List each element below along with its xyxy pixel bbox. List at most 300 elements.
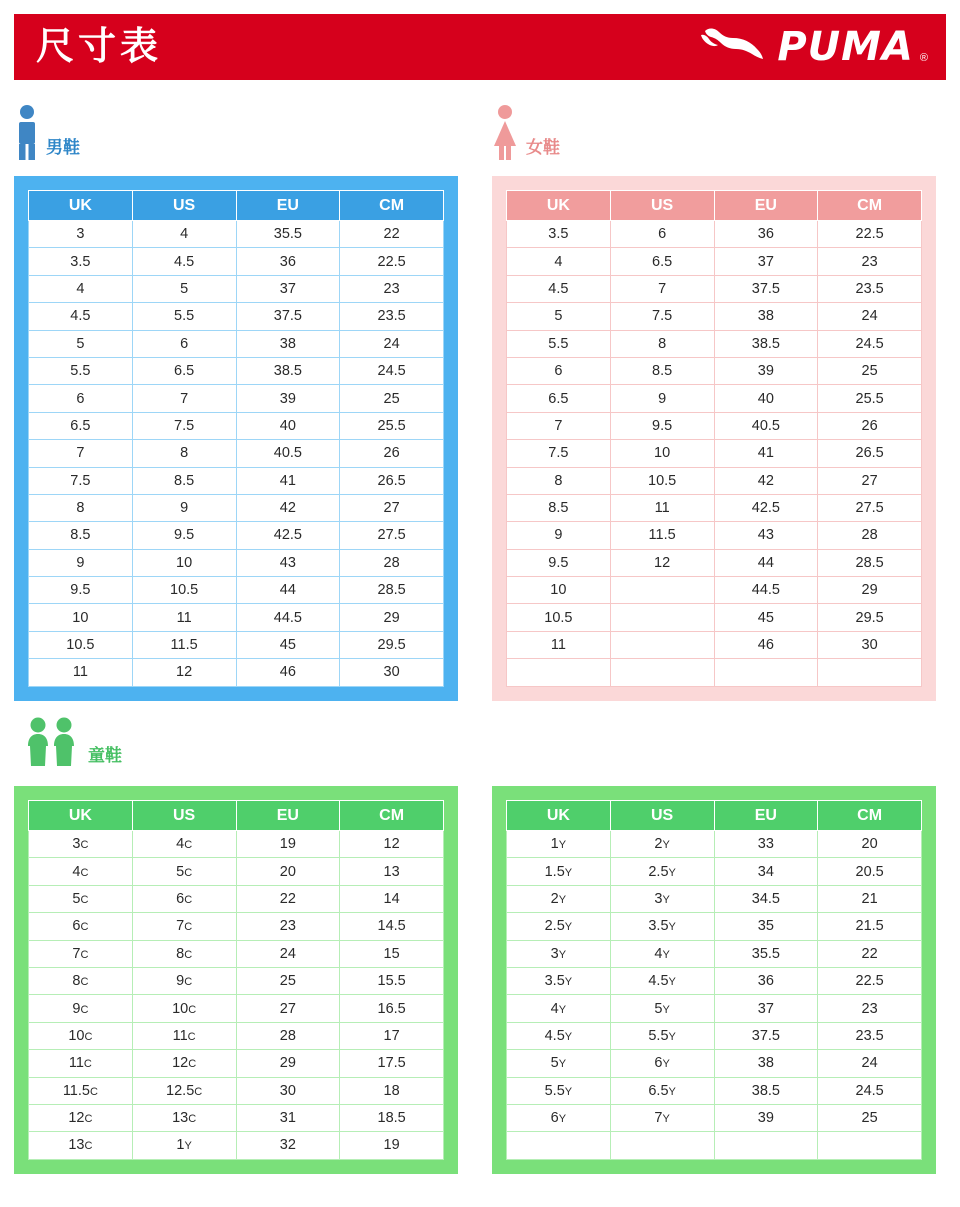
table-cell: 24 [818, 303, 922, 330]
table-row [29, 412, 444, 439]
table-cell: 4 [132, 221, 236, 248]
table-cell: 30 [236, 1077, 340, 1104]
table-row [507, 303, 922, 330]
table-cell: 24.5 [818, 1077, 922, 1104]
table-cell [610, 659, 714, 686]
table-row [29, 275, 444, 302]
table-cell: 25 [818, 357, 922, 384]
table-cell: 6Y [610, 1050, 714, 1077]
table-cell: 7.5 [610, 303, 714, 330]
women-size-table-frame [492, 176, 936, 701]
table-cell: 25 [236, 967, 340, 994]
table-cell: 5Y [507, 1050, 611, 1077]
table-cell: 8 [29, 494, 133, 521]
table-row [29, 330, 444, 357]
column-header-uk: UK [507, 801, 611, 831]
column-header-cm: CM [818, 191, 922, 221]
table-cell: 9 [29, 549, 133, 576]
table-cell: 6C [132, 885, 236, 912]
table-cell [714, 659, 818, 686]
table-cell: 39 [236, 385, 340, 412]
table-cell: 11 [132, 604, 236, 631]
table-cell: 7C [29, 940, 133, 967]
table-cell: 38.5 [714, 330, 818, 357]
table-cell: 24 [818, 1050, 922, 1077]
table-cell: 6.5 [610, 248, 714, 275]
table-cell: 39 [714, 1104, 818, 1131]
table-row [507, 221, 922, 248]
table-cell: 23.5 [818, 1022, 922, 1049]
table-cell: 28.5 [818, 549, 922, 576]
table-cell: 38.5 [714, 1077, 818, 1104]
table-cell: 23.5 [340, 303, 444, 330]
table-cell [507, 1132, 611, 1159]
table-cell: 6.5 [507, 385, 611, 412]
table-cell: 18 [340, 1077, 444, 1104]
table-cell: 9 [132, 494, 236, 521]
table-cell: 28.5 [340, 577, 444, 604]
table-cell: 10.5 [132, 577, 236, 604]
column-header-eu: EU [714, 191, 818, 221]
table-cell: 25.5 [340, 412, 444, 439]
table-row [507, 940, 922, 967]
table-row [507, 631, 922, 658]
table-cell: 10.5 [507, 604, 611, 631]
table-cell [610, 577, 714, 604]
table-row [507, 858, 922, 885]
table-cell: 24.5 [818, 330, 922, 357]
women-size-table [506, 190, 922, 687]
table-cell: 11.5 [132, 631, 236, 658]
table-cell: 13C [132, 1104, 236, 1131]
table-cell: 16.5 [340, 995, 444, 1022]
table-cell [818, 659, 922, 686]
table-cell: 7 [132, 385, 236, 412]
table-cell: 4 [29, 275, 133, 302]
table-row [29, 604, 444, 631]
table-row [507, 913, 922, 940]
table-cell: 29.5 [818, 604, 922, 631]
table-row [29, 940, 444, 967]
table-cell: 32 [236, 1132, 340, 1159]
table-cell: 10 [132, 549, 236, 576]
table-cell: 1Y [507, 831, 611, 858]
table-cell: 39 [714, 357, 818, 384]
table-row [29, 385, 444, 412]
table-cell: 30 [340, 659, 444, 686]
table-cell: 10.5 [29, 631, 133, 658]
table-cell: 10 [29, 604, 133, 631]
table-cell: 12 [340, 831, 444, 858]
table-cell: 11C [132, 1022, 236, 1049]
table-row [507, 995, 922, 1022]
table-cell: 38.5 [236, 357, 340, 384]
kids-size-table-left-frame [14, 786, 458, 1174]
table-row [29, 995, 444, 1022]
table-row [29, 467, 444, 494]
column-header-us: US [132, 191, 236, 221]
table-row [29, 831, 444, 858]
table-cell: 13C [29, 1132, 133, 1159]
table-cell: 44.5 [236, 604, 340, 631]
table-cell: 6.5Y [610, 1077, 714, 1104]
table-cell: 8.5 [29, 522, 133, 549]
table-row [507, 385, 922, 412]
table-row [29, 967, 444, 994]
table-cell: 27 [236, 995, 340, 1022]
column-header-us: US [132, 801, 236, 831]
table-cell: 12C [29, 1104, 133, 1131]
table-cell: 35.5 [714, 940, 818, 967]
table-cell: 11.5 [610, 522, 714, 549]
table-cell: 13 [340, 858, 444, 885]
table-cell: 44.5 [714, 577, 818, 604]
section-label-kids [24, 716, 122, 768]
table-cell: 35.5 [236, 221, 340, 248]
table-cell [610, 631, 714, 658]
page-title: 尺寸表 [36, 26, 163, 68]
table-row [507, 831, 922, 858]
column-header-eu: EU [236, 801, 340, 831]
table-cell: 20.5 [818, 858, 922, 885]
table-cell: 25.5 [818, 385, 922, 412]
table-cell: 46 [236, 659, 340, 686]
table-cell: 19 [236, 831, 340, 858]
table-cell: 27 [818, 467, 922, 494]
table-cell: 6C [29, 913, 133, 940]
table-cell: 3C [29, 831, 133, 858]
table-cell: 5.5 [132, 303, 236, 330]
table-cell: 38 [714, 303, 818, 330]
table-cell [610, 1132, 714, 1159]
page-header [14, 14, 946, 80]
table-cell: 11.5C [29, 1077, 133, 1104]
table-cell: 5C [132, 858, 236, 885]
table-cell: 20 [236, 858, 340, 885]
table-cell: 2.5Y [507, 913, 611, 940]
kids-size-table-right-frame [492, 786, 936, 1174]
table-cell: 2Y [507, 885, 611, 912]
table-cell: 40.5 [236, 440, 340, 467]
table-cell: 2.5Y [610, 858, 714, 885]
table-cell: 7.5 [132, 412, 236, 439]
table-header-row [507, 801, 922, 831]
table-cell: 40 [236, 412, 340, 439]
brand-wordmark: PUMA [777, 24, 914, 70]
table-cell: 25 [340, 385, 444, 412]
table-cell: 37.5 [714, 1022, 818, 1049]
table-cell: 44 [236, 577, 340, 604]
table-cell: 22 [236, 885, 340, 912]
table-row [29, 303, 444, 330]
table-cell: 45 [714, 604, 818, 631]
table-cell: 6 [29, 385, 133, 412]
table-cell: 6Y [507, 1104, 611, 1131]
table-cell: 3.5Y [610, 913, 714, 940]
table-cell: 10 [610, 440, 714, 467]
table-row [507, 967, 922, 994]
table-cell: 10.5 [610, 467, 714, 494]
table-cell: 11 [507, 631, 611, 658]
column-header-eu: EU [236, 191, 340, 221]
table-cell: 8.5 [610, 357, 714, 384]
column-header-uk: UK [507, 191, 611, 221]
table-header-row [29, 191, 444, 221]
table-cell: 4.5Y [507, 1022, 611, 1049]
section-label-women [490, 104, 560, 160]
table-row [29, 1050, 444, 1077]
table-cell: 1Y [132, 1132, 236, 1159]
table-cell: 22.5 [340, 248, 444, 275]
table-cell: 7Y [610, 1104, 714, 1131]
table-cell: 42.5 [714, 494, 818, 521]
table-cell: 7.5 [507, 440, 611, 467]
table-row [29, 577, 444, 604]
table-cell: 41 [236, 467, 340, 494]
table-cell: 37.5 [714, 275, 818, 302]
table-cell: 6 [610, 221, 714, 248]
table-cell: 36 [236, 248, 340, 275]
table-cell: 6.5 [29, 412, 133, 439]
table-row-empty [507, 659, 922, 686]
table-cell: 40.5 [714, 412, 818, 439]
table-cell: 3.5 [507, 221, 611, 248]
table-cell: 7C [132, 913, 236, 940]
table-cell: 18.5 [340, 1104, 444, 1131]
table-row [507, 494, 922, 521]
table-cell: 4C [29, 858, 133, 885]
table-cell: 37 [236, 275, 340, 302]
table-row [507, 330, 922, 357]
table-cell: 8 [132, 440, 236, 467]
table-cell: 24.5 [340, 357, 444, 384]
table-row [29, 659, 444, 686]
table-header-row [507, 191, 922, 221]
table-row [29, 221, 444, 248]
table-cell: 42.5 [236, 522, 340, 549]
table-row [29, 440, 444, 467]
table-cell: 22 [340, 221, 444, 248]
table-cell: 43 [714, 522, 818, 549]
table-cell: 9 [610, 385, 714, 412]
table-cell: 23 [236, 913, 340, 940]
table-row [507, 275, 922, 302]
table-row [29, 494, 444, 521]
table-header-row [29, 801, 444, 831]
table-cell: 26.5 [818, 440, 922, 467]
table-cell: 38 [714, 1050, 818, 1077]
table-row [29, 1077, 444, 1104]
table-cell: 25 [818, 1104, 922, 1131]
table-cell: 10C [132, 995, 236, 1022]
table-cell: 23.5 [818, 275, 922, 302]
table-cell: 8 [507, 467, 611, 494]
brand-logo [697, 25, 928, 70]
table-row [507, 1050, 922, 1077]
table-row [507, 1022, 922, 1049]
table-row [507, 522, 922, 549]
table-cell: 4.5 [132, 248, 236, 275]
men-size-table [28, 190, 444, 687]
table-cell: 44 [714, 549, 818, 576]
table-cell: 23 [818, 995, 922, 1022]
table-cell: 15 [340, 940, 444, 967]
table-cell: 3Y [610, 885, 714, 912]
table-cell: 28 [818, 522, 922, 549]
table-row [29, 858, 444, 885]
table-cell: 5.5Y [610, 1022, 714, 1049]
table-row [507, 1104, 922, 1131]
column-header-uk: UK [29, 191, 133, 221]
table-cell: 6 [507, 357, 611, 384]
table-cell: 21 [818, 885, 922, 912]
table-cell: 1.5Y [507, 858, 611, 885]
table-cell: 7 [507, 412, 611, 439]
table-cell: 29 [818, 577, 922, 604]
table-cell: 23 [818, 248, 922, 275]
table-cell: 37 [714, 248, 818, 275]
table-cell: 4 [507, 248, 611, 275]
kids-size-table-right [506, 800, 922, 1160]
table-row [29, 885, 444, 912]
section-label-men [14, 104, 80, 160]
registered-mark: ® [919, 51, 928, 64]
table-cell: 15.5 [340, 967, 444, 994]
table-row [507, 1077, 922, 1104]
table-cell: 3 [29, 221, 133, 248]
table-cell: 35 [714, 913, 818, 940]
table-cell: 23 [340, 275, 444, 302]
table-cell: 26 [340, 440, 444, 467]
table-cell: 12.5C [132, 1077, 236, 1104]
table-cell: 33 [714, 831, 818, 858]
table-cell: 45 [236, 631, 340, 658]
table-row [507, 885, 922, 912]
column-header-us: US [610, 191, 714, 221]
section-label-men-text: 男鞋 [46, 138, 80, 157]
table-cell: 11 [610, 494, 714, 521]
table-cell: 28 [340, 549, 444, 576]
column-header-eu: EU [714, 801, 818, 831]
table-cell: 42 [714, 467, 818, 494]
table-cell: 8 [610, 330, 714, 357]
table-cell: 21.5 [818, 913, 922, 940]
table-cell: 29.5 [340, 631, 444, 658]
table-cell: 5 [507, 303, 611, 330]
table-cell: 4Y [507, 995, 611, 1022]
table-cell: 5C [29, 885, 133, 912]
table-cell: 12 [132, 659, 236, 686]
table-row [29, 357, 444, 384]
table-cell: 41 [714, 440, 818, 467]
table-cell: 9.5 [29, 577, 133, 604]
table-cell: 24 [340, 330, 444, 357]
table-cell: 7 [29, 440, 133, 467]
table-cell: 8.5 [507, 494, 611, 521]
table-cell: 36 [714, 221, 818, 248]
table-cell: 12C [132, 1050, 236, 1077]
table-cell [714, 1132, 818, 1159]
table-row-empty [507, 1132, 922, 1159]
table-cell: 5.5 [29, 357, 133, 384]
section-label-women-text: 女鞋 [526, 138, 560, 157]
table-cell: 8.5 [132, 467, 236, 494]
table-cell: 4Y [610, 940, 714, 967]
table-row [507, 549, 922, 576]
puma-cat-icon [697, 25, 771, 70]
table-cell: 5 [132, 275, 236, 302]
table-cell: 4C [132, 831, 236, 858]
table-cell: 26.5 [340, 467, 444, 494]
section-label-kids-text: 童鞋 [88, 746, 122, 765]
table-cell: 28 [236, 1022, 340, 1049]
table-row [507, 440, 922, 467]
table-cell: 7.5 [29, 467, 133, 494]
table-cell: 37 [714, 995, 818, 1022]
table-cell: 37.5 [236, 303, 340, 330]
table-cell: 17.5 [340, 1050, 444, 1077]
table-cell: 6.5 [132, 357, 236, 384]
table-cell: 40 [714, 385, 818, 412]
table-cell: 5 [29, 330, 133, 357]
table-row [29, 522, 444, 549]
table-row [507, 357, 922, 384]
table-cell: 10 [507, 577, 611, 604]
table-cell: 31 [236, 1104, 340, 1131]
table-cell: 12 [610, 549, 714, 576]
table-cell: 7 [610, 275, 714, 302]
table-cell: 6 [132, 330, 236, 357]
table-cell: 34 [714, 858, 818, 885]
table-cell: 27.5 [818, 494, 922, 521]
table-cell [610, 604, 714, 631]
table-cell: 22.5 [818, 967, 922, 994]
table-cell [507, 659, 611, 686]
table-row [507, 248, 922, 275]
table-cell: 19 [340, 1132, 444, 1159]
table-cell: 5.5 [507, 330, 611, 357]
table-cell: 29 [340, 604, 444, 631]
column-header-cm: CM [340, 191, 444, 221]
table-cell: 8C [29, 967, 133, 994]
table-row [29, 248, 444, 275]
table-cell: 4.5 [507, 275, 611, 302]
table-cell: 9.5 [132, 522, 236, 549]
table-row [29, 913, 444, 940]
table-cell: 8C [132, 940, 236, 967]
table-cell: 27 [340, 494, 444, 521]
table-cell: 38 [236, 330, 340, 357]
column-header-cm: CM [340, 801, 444, 831]
kids-size-table-left [28, 800, 444, 1160]
table-cell: 9.5 [507, 549, 611, 576]
table-row [29, 549, 444, 576]
table-cell: 14.5 [340, 913, 444, 940]
table-cell: 2Y [610, 831, 714, 858]
column-header-cm: CM [818, 801, 922, 831]
men-size-table-frame [14, 176, 458, 701]
table-cell: 36 [714, 967, 818, 994]
table-cell: 17 [340, 1022, 444, 1049]
table-cell: 26 [818, 412, 922, 439]
table-row [29, 1022, 444, 1049]
table-row [507, 577, 922, 604]
column-header-uk: UK [29, 801, 133, 831]
table-cell: 42 [236, 494, 340, 521]
table-row [29, 631, 444, 658]
table-cell: 9C [29, 995, 133, 1022]
table-cell: 4.5 [29, 303, 133, 330]
